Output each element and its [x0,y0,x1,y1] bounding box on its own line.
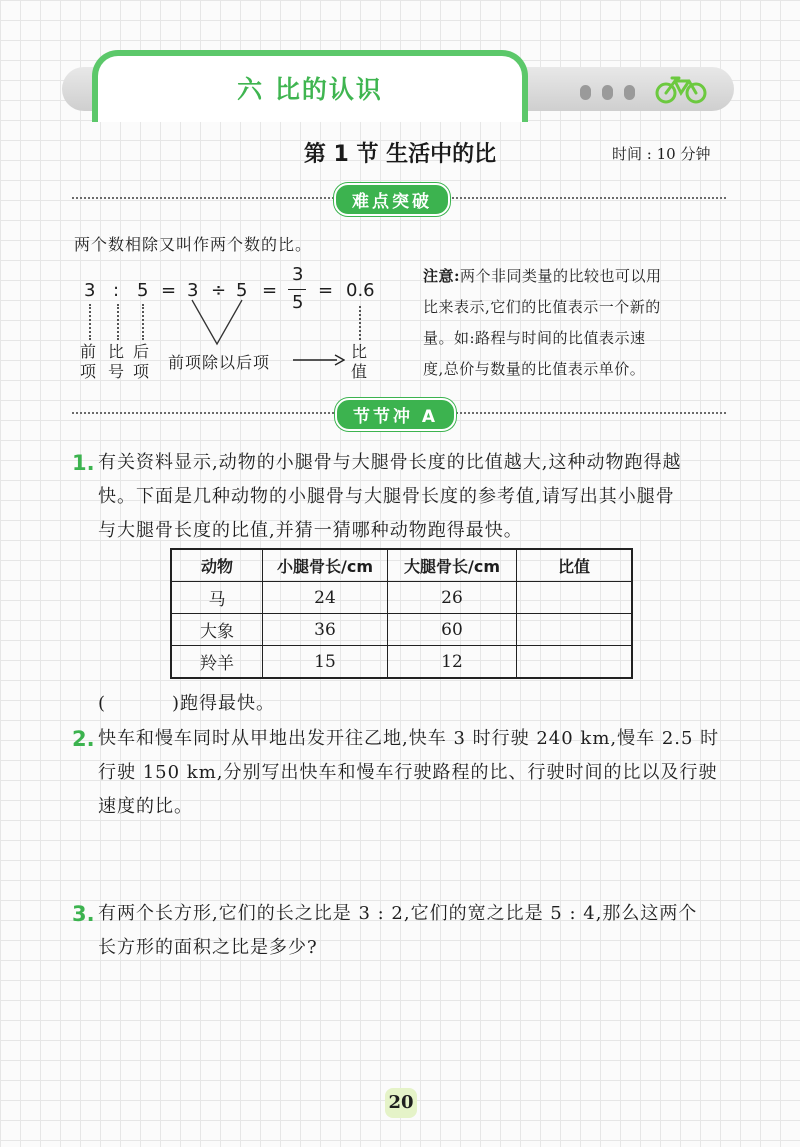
question-number: 2. [72,727,95,751]
key-points-badge: 难点突破 [334,183,450,216]
answer-area[interactable] [98,975,728,1065]
expr-result: 0.6 [346,280,375,301]
table-header: 比值 [517,549,633,582]
dot-icon [624,85,635,100]
question-number: 1. [72,451,95,475]
table-row [171,614,632,646]
table-header-row [171,549,632,582]
answer-cell[interactable] [517,582,633,614]
expr-colon: : [113,280,120,301]
leader-line [142,304,144,340]
table-cell: 15 [263,646,388,679]
table-header: 大腿骨长/cm [388,549,517,582]
expr-a: 3 [84,280,96,301]
leader-line [117,304,119,340]
table-cell: 大象 [171,614,263,646]
dot-icon [602,85,613,100]
expr-eq2: = [262,280,278,301]
note-line: 两个非同类量的比较也可以用 [460,267,662,285]
label-ratio-sign: 比 号 [108,342,126,381]
expr-b: 5 [137,280,149,301]
dot-icon [580,85,591,100]
table-cell: 12 [388,646,517,679]
question-3-text: 有两个长方形,它们的长之比是 3 : 2,它们的宽之比是 5 : 4,那么这两个 长方形的面积之比是多少? [98,903,698,958]
section-title: 第 1 节 生活中的比 [303,142,497,167]
table-row [171,582,632,614]
fraction-denominator: 5 [292,292,304,313]
label-front-term: 前 项 [80,342,98,381]
page-number: 20 [385,1088,417,1118]
table-cell: 24 [263,582,388,614]
leader-line [359,306,361,340]
table-cell: 26 [388,582,517,614]
table-header: 小腿骨长/cm [263,549,388,582]
question-number: 3. [72,902,95,926]
label-division: 前项除以后项 [168,353,271,372]
answer-blank[interactable] [112,690,172,716]
note-line: 度,总价与数量的比值表示单价。 [423,360,646,378]
answer-open-paren: ( [98,693,107,714]
fraction-bar [288,289,306,290]
note-label: 注意: [423,267,461,285]
expr-c: 3 [187,280,199,301]
leader-line [89,304,91,340]
note-line: 量。如:路程与时间的比值表示速 [423,329,646,347]
note-block [423,261,723,385]
table-cell: 羚羊 [171,646,263,679]
expr-d: 5 [236,280,248,301]
answer-cell[interactable] [517,614,633,646]
chapter-title: 六 比的认识 [237,75,383,104]
label-ratio-value: 比 值 [351,342,369,381]
table-cell: 60 [388,614,517,646]
table-row [171,646,632,679]
v-lines [186,296,248,348]
fraction-numerator: 3 [292,264,304,285]
table-cell: 36 [263,614,388,646]
answer-suffix: )跑得最快。 [172,693,276,714]
bicycle-icon [655,74,707,104]
bone-length-table [170,548,633,679]
expr-eq1: = [161,280,177,301]
note-line: 比来表示,它们的比值表示一个新的 [423,298,661,316]
question-1-text: 有关资料显示,动物的小腿骨与大腿骨长度的比值越大,这种动物跑得越 快。下面是几种动物的小腿骨与大腿骨长度的参考值,请写出其小腿骨 与大腿骨长度的比值,并猜一猜哪种动物跑得最快。 [98,452,682,541]
table-header: 动物 [171,549,263,582]
expr-div: ÷ [211,280,227,301]
time-limit: 时间 : 10 分钟 [612,145,711,163]
ratio-definition: 两个数相除又叫作两个数的比。 [74,235,313,254]
table-cell: 马 [171,582,263,614]
label-back-term: 后 项 [133,342,151,381]
answer-cell[interactable] [517,646,633,679]
question-2-text: 快车和慢车同时从甲地出发开往乙地,快车 3 时行驶 240 km,慢车 2.5 时 行驶 150 km,分别写出快车和慢车行驶路程的比、行驶时间的比以及行驶 速度的比。 [98,728,720,817]
expr-eq3: = [318,280,334,301]
arrow-right-icon [293,354,345,366]
practice-badge: 节节冲 A [335,398,456,431]
answer-area[interactable] [98,830,728,890]
